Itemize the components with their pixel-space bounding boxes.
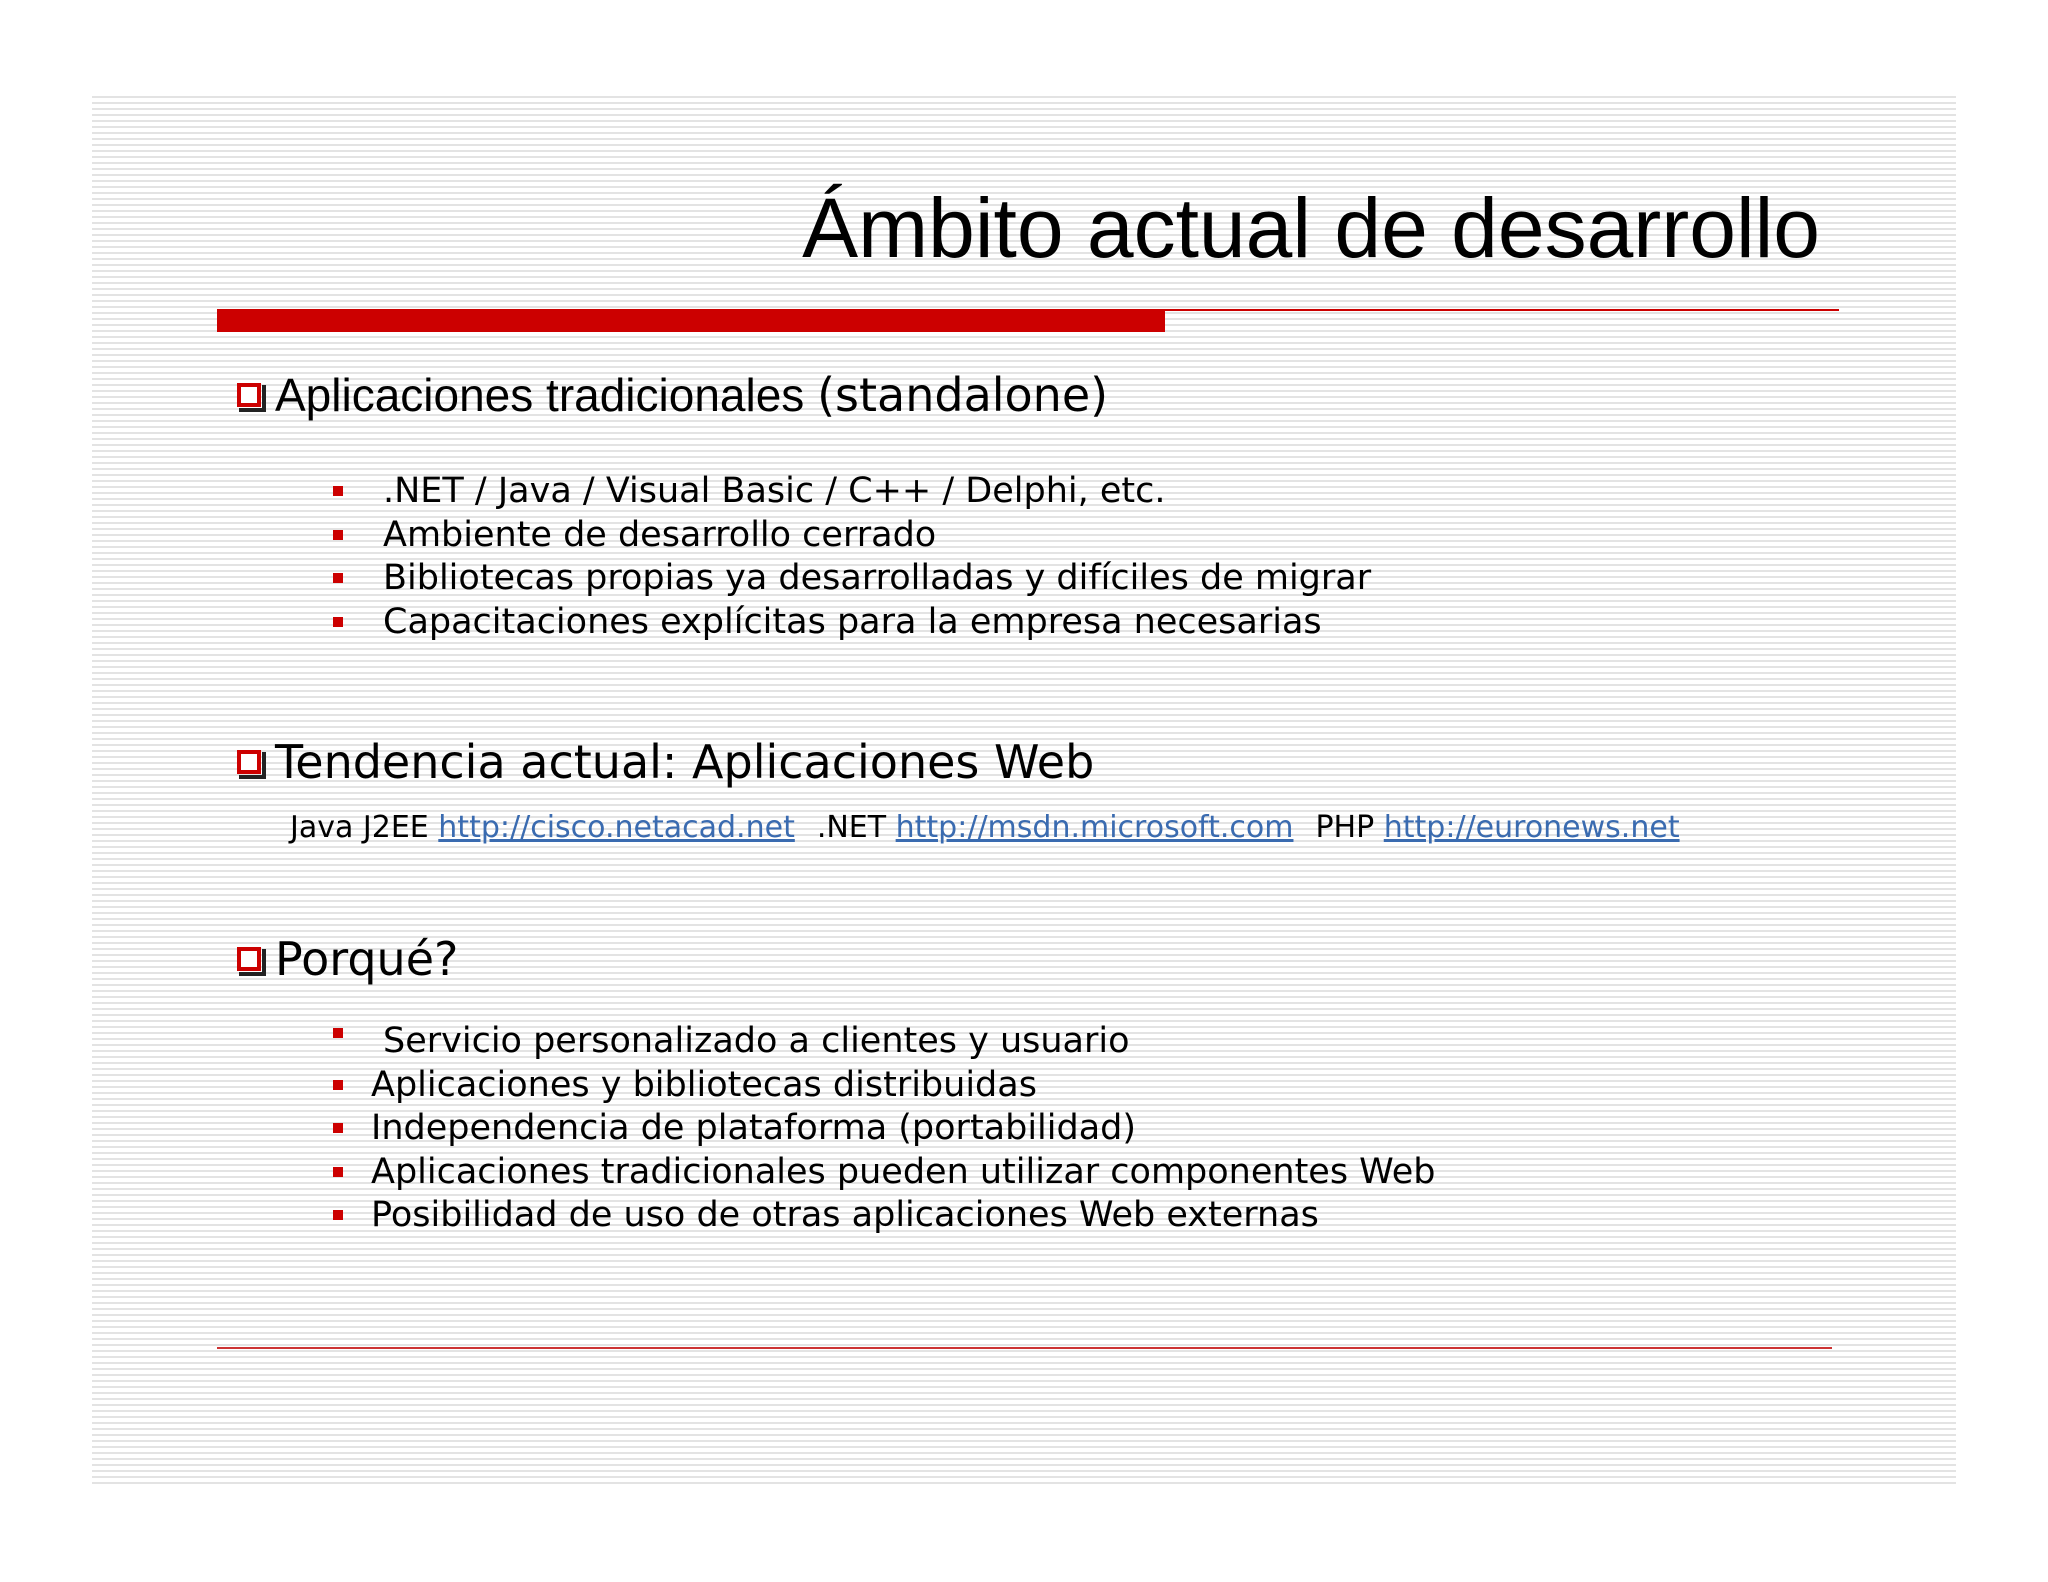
- section-heading-traditional-apps: [237, 368, 1108, 422]
- checkbox-icon: [237, 947, 261, 971]
- list-item-text: Ambiente de desarrollo cerrado: [383, 514, 937, 555]
- list-item-text: Bibliotecas propias ya desarrolladas y difíciles de migrar: [383, 558, 1372, 598]
- checkbox-icon: [237, 750, 261, 774]
- square-bullet-icon: [333, 1167, 343, 1177]
- list-item: [371, 1020, 1436, 1064]
- section-heading-text: Aplicaciones tradicionales: [275, 369, 805, 421]
- square-bullet-icon: [333, 530, 343, 540]
- link-euronews[interactable]: http://euronews.net: [1383, 810, 1680, 845]
- footer-rule: [217, 1347, 1832, 1349]
- square-bullet-icon: [333, 1123, 343, 1133]
- list-item-text: Servicio personalizado a clientes y usuario: [383, 1021, 1130, 1061]
- list-item-text: .NET / Java / Visual Basic / C++ / Delphi, etc.: [383, 471, 1166, 511]
- list-item: [371, 1194, 1436, 1238]
- list-item: [371, 1107, 1436, 1151]
- section-heading-suffix: (standalone): [817, 368, 1109, 422]
- title-underline-thin: [1165, 309, 1839, 311]
- list-item-text: Independencia de plataforma (portabilidad): [371, 1108, 1137, 1148]
- list-item: [383, 514, 1371, 558]
- square-bullet-icon: [333, 1028, 343, 1038]
- section-heading-web-trend: [237, 735, 1094, 789]
- section-heading-text: Porqué?: [275, 932, 459, 986]
- square-bullet-icon: [333, 486, 343, 496]
- list-item: [383, 557, 1371, 601]
- traditional-apps-list: [383, 470, 1371, 644]
- section-heading-why: [237, 932, 458, 986]
- list-item: [383, 601, 1371, 645]
- technology-links: [290, 810, 1680, 845]
- link-msdn[interactable]: http://msdn.microsoft.com: [895, 810, 1294, 845]
- why-list: [371, 1020, 1436, 1238]
- square-bullet-icon: [333, 617, 343, 627]
- list-item: [371, 1151, 1436, 1195]
- square-bullet-icon: [333, 1210, 343, 1220]
- square-bullet-icon: [333, 573, 343, 583]
- list-item-text: Posibilidad de uso de otras aplicaciones Web externas: [371, 1195, 1319, 1235]
- link-label-java: Java J2EE: [290, 810, 429, 845]
- title-underline-thick: [217, 309, 1165, 332]
- slide-title: Ámbito actual de desarrollo: [802, 181, 1820, 275]
- list-item: [371, 1064, 1436, 1108]
- list-item-text: Capacitaciones explícitas para la empresa necesarias: [383, 601, 1322, 642]
- link-label-dotnet: .NET: [816, 810, 887, 845]
- link-label-php: PHP: [1315, 810, 1375, 845]
- square-bullet-icon: [333, 1080, 343, 1090]
- slide-background: [92, 96, 1956, 1486]
- checkbox-icon: [237, 383, 261, 407]
- link-cisco-netacad[interactable]: http://cisco.netacad.net: [438, 810, 795, 845]
- list-item-text: Aplicaciones tradicionales pueden utilizar componentes Web: [371, 1151, 1436, 1192]
- list-item: [383, 470, 1371, 514]
- list-item-text: Aplicaciones y bibliotecas distribuidas: [371, 1064, 1037, 1105]
- section-heading-text: Tendencia actual: Aplicaciones Web: [275, 735, 1095, 789]
